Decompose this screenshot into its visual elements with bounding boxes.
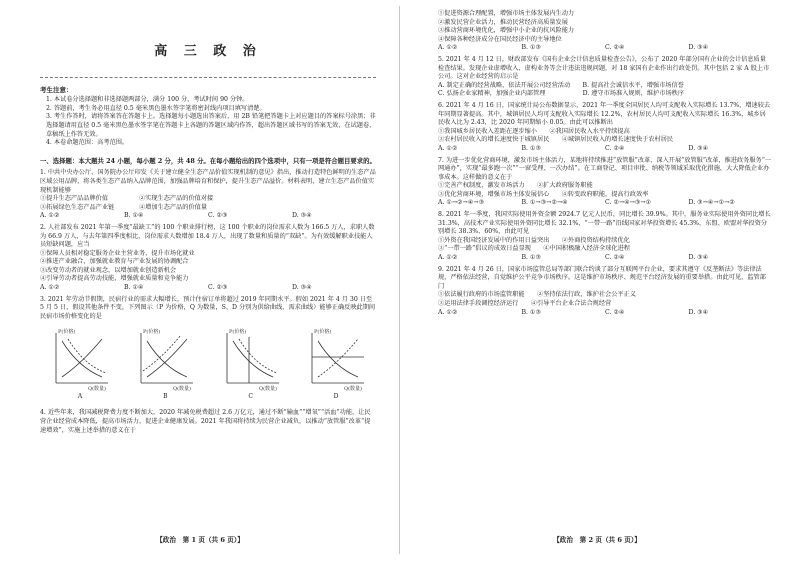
q4-options	[438, 44, 772, 53]
q2-options	[40, 284, 376, 293]
chart-d-ylabel: P(价格)	[313, 329, 332, 336]
chart-b-label: B	[163, 393, 168, 401]
q2-option-d: D. ③④	[292, 284, 312, 292]
q2-item-4: ④引导劳动者提高劳动技能，增强就业质量和竞争能力	[40, 275, 189, 283]
q4-item-4: ④保障各种经济成分在国民经济中的主导地位	[438, 35, 562, 43]
chart-c-label: C	[248, 393, 253, 401]
chart-b-ylabel: P(价格)	[143, 329, 161, 336]
q5-options-ab: A. 制定正确的经营战略，依法开展公司经营活动 B. 提高社会诚信水平，增强市场信誉	[438, 81, 684, 89]
q4-item-3: ③推动营商环境优化，增强中小企业的抗风险能力	[438, 27, 575, 35]
dashed-divider	[40, 77, 376, 78]
q7-items-12: ①完善产权制度，激发市场活力 ②扩大政府服务职能	[438, 182, 593, 190]
note-4: 4. 本卷命题范围：高考范围。	[46, 139, 129, 147]
page-right-footer: 【政治 第 2 页（共 6 页）】	[553, 536, 641, 545]
q7-option-b: B. ①→③→②→④	[521, 199, 568, 207]
q1-item-b: ③拓展绿色生态产品产业链 ④增加生态产品的价值量	[40, 203, 208, 211]
chart-c-xlabel: Q(数量)	[258, 386, 277, 392]
q8-option-c: C. ②④	[605, 254, 625, 262]
question-3	[40, 296, 376, 410]
q8-stem: 8. 2021 年一季度，我国实际使用外资金额 2924.7 亿元人民币，同比增长 39.9%。其中，服务业实际使用外资同比增长 31.3%，高技术产业实际使用外资同比增长 32.1%，“一带一路”沿线国家对华投资增长 45.3%，东盟、欧盟对华投资分别增长 38.3%、60%，由此可见	[438, 211, 771, 236]
q2-option-b: B. ①④	[124, 284, 144, 292]
q7-stem: 7. 为进一步优化营商环境，激发市场主体活力，某地将持续推进“放管服”改革，深入开展“放管服”改革，推进政务服务“一网通办”，实现“最多跑一次”“一窗受理、一次办结”。在工商登记、项目审批、纳税等领域采取优化措施，大大降低企业办事成本。这样做的意义在于	[438, 156, 772, 181]
chart-d-xlabel: Q(数量)	[343, 386, 362, 392]
chart-a-ylabel: P(价格)	[58, 329, 76, 336]
q9-stem: 9. 2021 年 4 月 26 日，国家市场监管总局等部门联合约谈了部分互联网平台企业，要求其遵守《反垄断法》等法律法规，严格依法经营，自觉维护公平竞争市场秩序。这是维护市场秩序、规范平台经济发展的重要举措。由此可见，监管部门	[438, 265, 766, 290]
q1-option-a: A. ①②	[40, 212, 60, 220]
q1-option-c: C. ②③	[208, 212, 228, 220]
q4-option-b: B. ①③	[521, 44, 542, 52]
q9-items-12: ①依法履行政府的市场监管职能 ②坚持依法行政，维护社会公平正义	[438, 291, 636, 299]
chart-a-xlabel: Q(数量)	[88, 386, 107, 392]
q2-item-2: ②推进产业融合，加强就业教育与产业发展的协调配合	[40, 258, 189, 266]
note-1: 1. 本试卷分选择题和非选择题两部分，满分 100 分，考试时间 90 分钟。	[46, 96, 249, 104]
q9-option-d: D. ③④	[688, 308, 709, 316]
q3-stem: 3. 2021 年劳动节假期，民宿行业的需求大幅增长，预计住宿订单将超过 2019 年同期水平。假如 2021 年 4 月 30 日至 5 月 5 日，假设其他条件不变，下列图示（P 为价格，Q 为数量，S、D 分别为供给曲线、需求曲线）能够正确反映此期间民宿市场价格变化的是	[40, 295, 376, 320]
q6-option-c: C. ②④	[605, 144, 625, 152]
chart-b-xlabel: Q(数量)	[173, 386, 192, 392]
question-1	[40, 169, 376, 221]
question-7	[438, 157, 772, 209]
page-left-footer: 【政治 第 1 页（共 6 页）】	[156, 536, 244, 545]
q5-stem: 5. 2021 年 4 月 12 日，财政部发布《国有企业会计信息质量检查公告》，公布了 2020 年部分国有企业的会计信息质量检查结果。发现企业虚增收入、虚构业务等会计违法违规问题，对 18 家国有企业作出行政处罚。其中包括 2 家 A 股上市公司。这对企业经营的启示是	[438, 55, 770, 81]
q7-option-a: A. ①→②→④→③	[438, 199, 485, 207]
q1-option-d: D. ③④	[292, 212, 312, 220]
q2-stem: 2. 人社部发布 2021 年第一季度“最缺工”的 100 个职业排行榜，这 100 个职业的岗位需求人数为 166.5 万人，求职人数为 66.9 万人，与去年第四季度相比，岗位需求人数增加 18.4 万人，出现了数量和质量的“双缺”。为有效缓解职业技能人员短缺问题，应当	[40, 223, 375, 249]
q6-items-34: ③农村居民收入的增长速度快于城镇居民 ④城镇居民收入的增长速度快于农村居民	[438, 136, 674, 144]
exam-title: 高 三 政 治	[154, 44, 262, 59]
q6-option-d: D. ③④	[688, 144, 709, 152]
q7-items-34: ③优化营商环境，增强市场主体发展信心 ④转变政府职能，提高行政效率	[438, 190, 649, 198]
q6-stem: 6. 2021 年 4 月 16 日，国家统计局公布数据显示，2021 年一季度全国居民人均可支配收入实际增长 13.7%，增速较去年同期显著提高。其中，城镇居民人均可支配收入实际增长 12.2%，农村居民人均可支配收入实际增长 16.3%，城乡居民收入比为 2.43，比 2020 年同期缩小 0.05。由此可以推断出	[438, 101, 771, 127]
q8-options	[438, 254, 772, 263]
q2-option-a: A. ①②	[40, 284, 60, 292]
q6-options	[438, 145, 772, 154]
chart-c	[219, 327, 283, 409]
q6-option-b: B. ①③	[521, 144, 542, 152]
q3-charts	[40, 321, 376, 409]
q8-items-12: ①外资在我国经济发展中的作用日益突出 ②外商投资结构持续优化	[438, 236, 630, 244]
q4-option-c: C. ②④	[605, 44, 625, 52]
chart-c-graphic	[219, 327, 283, 391]
q1-options	[40, 212, 376, 221]
question-8	[438, 211, 772, 263]
q7-option-d: D. ③→④→①→②	[688, 199, 735, 207]
q8-items-34: ③“一带一路”倡议的成效日益显现 ④中国积极融入经济全球化进程	[438, 245, 630, 253]
q9-options	[438, 309, 772, 318]
q4-item-1: ①促进资源合理配置，增强市场主体发展内生动力	[438, 10, 575, 17]
note-3: 3. 考生作答时，请将答案答在答题卡上。选择题每小题选出答案后，用 2B 铅笔把答题卡上对应题目的答案标号涂黑；非选择题请用直径 0.5 毫米黑色墨水签字笔在答题卡上各题的答题区域内作答，超出答题区域书写的答案无效，在试题卷、草稿纸上作答无效。	[46, 113, 376, 138]
chart-b	[133, 327, 197, 409]
q4-item-2: ②激发民营企业活力，推动民营经济高质量发展	[438, 18, 568, 26]
q5-options-cd: C. 弘扬企业家精神，加强企业内部管理 D. 遵守市场准入规则，维护市场秩序	[438, 90, 685, 98]
chart-d-label: D	[333, 393, 339, 401]
q8-option-b: B. ①③	[521, 254, 542, 262]
chart-a	[48, 327, 112, 409]
chart-b-graphic	[133, 327, 197, 391]
q6-items-12: ①我国城乡居民收入差距在逐步缩小 ②我国居民收入水平持续提高	[438, 127, 630, 135]
page-right	[400, 0, 794, 561]
q4-option-a: A. ①②	[438, 44, 458, 52]
q8-option-d: D. ③④	[688, 254, 709, 262]
question-9	[438, 266, 772, 318]
q1-option-b: B. ①④	[124, 212, 144, 220]
section-heading: 一、选择题：本大题共 24 小题，每小题 2 分，共 48 分。在每小题给出的四个选项中，只有一项是符合题目要求的。	[40, 156, 376, 165]
q9-option-a: A. ①②	[438, 308, 458, 316]
q8-option-a: A. ①②	[438, 254, 458, 262]
question-2	[40, 224, 376, 293]
q1-item-a: ①提升生态产品品牌价值 ②实现生态产品的价值对接	[40, 195, 214, 203]
q6-option-a: A. ①②	[438, 144, 458, 152]
notes-heading: 考生注意：	[40, 85, 73, 94]
q1-stem: 1. 中共中央办公厅、国务院办公厅印发《关于建立健全生态产品价值实现机制的意见》指出，推动打造特色鲜明的生态产品区域公用品牌，将各类生态产品纳入品牌范围，加强品牌培育和保护，提升生态产品溢价。材料表明，建立生态产品价值实现机制能够	[40, 169, 376, 194]
q7-options	[438, 199, 772, 208]
q7-option-c: C. ②→④→③→①	[605, 199, 652, 207]
q9-option-c: C. ②④	[605, 308, 625, 316]
note-2: 2. 答题前，考生务必用直径 0.5 毫米黑色墨水签字笔将密封线内项目填写清楚。	[46, 104, 266, 112]
question-5-6	[438, 56, 772, 154]
q9-option-b: B. ①③	[521, 308, 542, 316]
q4-stem: 4. 近些年来，我国减税降费力度不断加大，2020 年减免税费超过 2.6 万亿元，通过不断“输血”“增氧”“活血”功能，让民营企业经营成本降低，提高市场活力，促进企业健康发展。2021 年我国将持续为民营企业减负，以推动“放管服”改革“提速增效”，实施上述举措的意义在于	[40, 409, 371, 434]
q4-option-d: D. ③④	[688, 44, 709, 52]
question-4	[40, 409, 376, 435]
chart-d	[304, 327, 368, 409]
chart-d-graphic	[304, 327, 368, 391]
q9-items-34: ③运用法律手段调控经济运行 ④引导平台企业合法合规经营	[438, 300, 612, 307]
question-4-continued	[438, 10, 772, 53]
chart-a-graphic	[48, 327, 112, 391]
chart-c-ylabel: P(价格)	[228, 329, 246, 336]
q2-item-3: ③改变劳动者的就业观念，以增加就业创造新机会	[40, 266, 177, 274]
q2-item-1: ①保障人员相对稳定服务企业主营业务，提升市场化就业	[40, 249, 195, 257]
chart-a-label: A	[77, 393, 83, 401]
q2-option-c: C. ②③	[208, 284, 228, 292]
